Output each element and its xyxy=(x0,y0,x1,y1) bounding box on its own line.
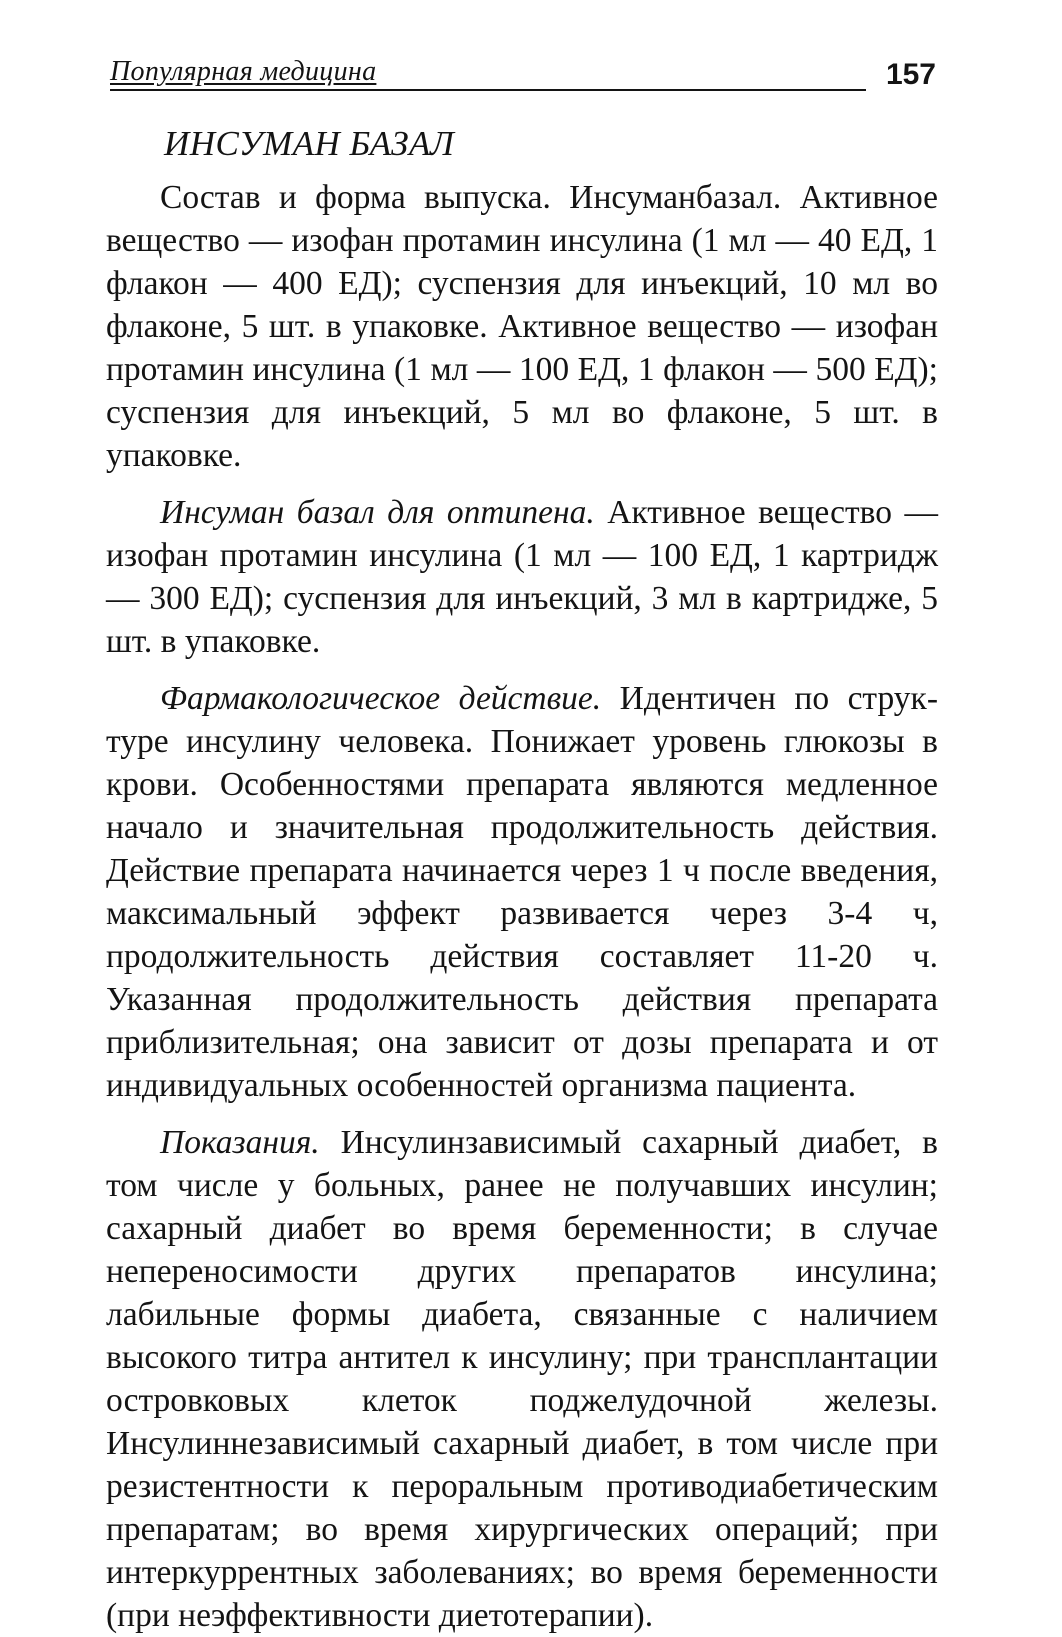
paragraph-pharmacology-lead: Фармакологическое действие. xyxy=(160,680,602,717)
running-title: Популярная медицина xyxy=(110,56,377,87)
header-rule xyxy=(110,89,866,91)
paragraph-indications-text: Инсулинзависимый сахарный диабет, в том числе у больных, ранее не получавших инсулин; сахарный диабет во время беременности; в случае непереносимости других препаратов инсулина; лабильные формы диабета, связанные с наличием высокого титра антител к инсулину; при трансплантации островковых клеток поджелудочной железы. Инсулиннезависимый сахарный диабет, в том числе при резистентности к пероральным противодиабетическим препаратам; во время хирургических операций; при интеркуррентных заболеваниях; во время беременности (при неэффективности диетотерапии). xyxy=(106,1124,938,1634)
paragraph-indications-lead: Показания. xyxy=(160,1124,320,1161)
paragraph-pharmacology-text: Идентичен по структуре инсулину человека. Понижает уровень глюкозы в крови. Особенностями препарата являются медленное начало и значительная продолжительность действия. Действие препарата начинается через 1 ч после введения, максимальный эффект развивается через 3-4 ч, продолжительность действия составляет 11-20 ч. Указанная продолжительность действия препарата приблизительная; она зависит от дозы препарата и от индивидуальных особенностей организма пациента. xyxy=(106,680,938,1104)
paragraph-optipen-lead: Инсуман базал для оптипена. xyxy=(160,494,595,531)
paragraph-optipen-text: Активное вещество — изофан протамин инсулина (1 мл — 100 ЕД, 1 картридж — 300 ЕД); суспензия для инъекций, 3 мл в картридже, 5 шт. в упаковке. xyxy=(106,494,938,660)
running-header xyxy=(106,48,938,100)
paragraph-pharmacology xyxy=(106,677,938,1107)
paragraph-optipen xyxy=(106,491,938,663)
section-title: ИНСУМАН БАЗАЛ xyxy=(164,124,455,163)
paragraph-indications xyxy=(106,1121,938,1637)
paragraph-composition xyxy=(106,176,938,477)
page-number: 157 xyxy=(885,58,936,91)
book-page xyxy=(106,48,938,1637)
paragraph-composition-text: Состав и форма выпуска. Инсуманбазал. Активное вещество — изофан протамин инсулина (1 мл — 40 ЕД, 1 флакон — 400 ЕД); суспензия для инъекций, 10 мл во флаконе, 5 шт. в упаковке. Активное вещество — изофан протамин инсулина (1 мл — 100 ЕД, 1 флакон — 500 ЕД); суспензия для инъекций, 5 мл во флаконе, 5 шт. в упаковке. xyxy=(106,179,938,474)
